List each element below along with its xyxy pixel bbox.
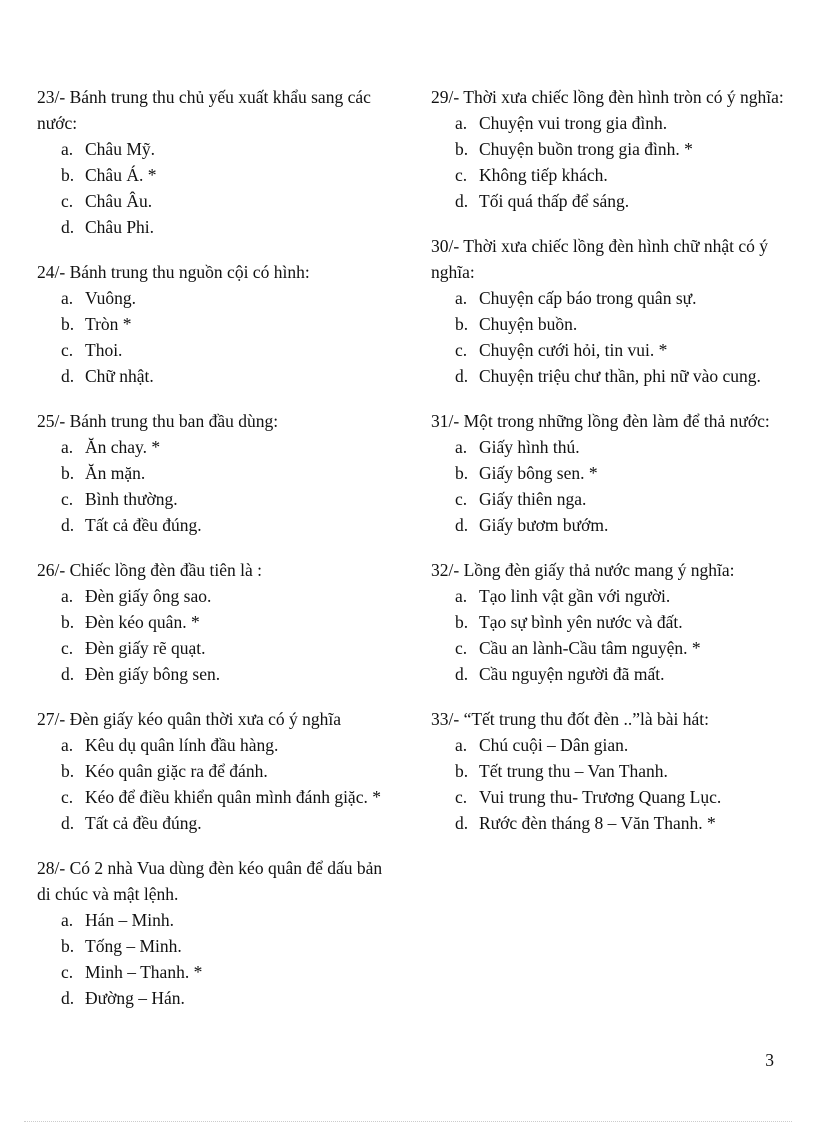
option-text: Giấy bươm bướm.: [479, 515, 609, 535]
answer-options: [431, 285, 806, 389]
option-letter: c.: [61, 340, 74, 360]
option-text: Đèn giấy bông sen.: [85, 664, 221, 684]
question: [431, 408, 806, 538]
option-letter: a.: [455, 437, 468, 457]
right-column: [431, 84, 806, 855]
option-letter: c.: [61, 787, 74, 807]
option-letter: a.: [455, 735, 468, 755]
option-text: Kéo quân giặc ra để đánh.: [85, 761, 268, 781]
option-text: Tròn *: [85, 314, 132, 334]
answer-option: [37, 363, 397, 389]
question: [37, 259, 397, 389]
left-column: [37, 84, 397, 1030]
question-text: 28/- Có 2 nhà Vua dùng đèn kéo quân để dấu bản di chúc và mật lệnh.: [37, 858, 383, 904]
option-text: Chuyện buồn trong gia đình. *: [479, 139, 693, 159]
answer-options: [37, 285, 397, 389]
answer-option: [431, 110, 806, 136]
option-text: Hán – Minh.: [85, 910, 174, 930]
answer-options: [431, 434, 806, 538]
answer-option: [431, 136, 806, 162]
option-text: Giấy hình thú.: [479, 437, 580, 457]
answer-option: [37, 583, 397, 609]
question: [431, 84, 806, 214]
answer-option: [431, 661, 806, 687]
option-letter: b.: [61, 936, 75, 956]
option-letter: a.: [455, 288, 468, 308]
option-letter: c.: [61, 638, 74, 658]
option-letter: d.: [455, 664, 469, 684]
question: [37, 855, 397, 1011]
question-text: 27/- Đèn giấy kéo quân thời xưa có ý nghĩa: [37, 709, 342, 729]
answer-option: [431, 486, 806, 512]
option-text: Tống – Minh.: [85, 936, 182, 956]
answer-option: [37, 434, 397, 460]
question: [37, 557, 397, 687]
option-text: Bình thường.: [85, 489, 178, 509]
question-text: 26/- Chiếc lồng đèn đầu tiên là :: [37, 560, 263, 580]
answer-options: [37, 136, 397, 240]
answer-option: [37, 959, 397, 985]
answer-option: [37, 136, 397, 162]
question: [431, 557, 806, 687]
answer-option: [431, 363, 806, 389]
option-letter: a.: [61, 288, 74, 308]
option-text: Đèn giấy ông sao.: [85, 586, 212, 606]
answer-option: [431, 810, 806, 836]
option-text: Chuyện cưới hỏi, tin vui. *: [479, 340, 668, 360]
option-text: Ăn chay. *: [85, 437, 161, 457]
answer-option: [37, 162, 397, 188]
option-text: Tất cả đều đúng.: [85, 515, 202, 535]
option-letter: b.: [455, 463, 469, 483]
answer-option: [37, 784, 397, 810]
question-text: 32/- Lồng đèn giấy thả nước mang ý nghĩa:: [431, 560, 735, 580]
option-text: Chuyện cấp báo trong quân sự.: [479, 288, 697, 308]
option-letter: a.: [61, 735, 74, 755]
answer-option: [431, 434, 806, 460]
option-text: Châu Phi.: [85, 217, 155, 237]
option-letter: b.: [61, 314, 75, 334]
option-text: Chuyện triệu chư thần, phi nữ vào cung.: [479, 366, 761, 386]
question-text: 33/- “Tết trung thu đốt đèn ..”là bài hát:: [431, 709, 709, 729]
option-text: Đèn kéo quân. *: [85, 612, 200, 632]
answer-option: [37, 758, 397, 784]
answer-options: [37, 732, 397, 836]
option-letter: d.: [61, 366, 75, 386]
option-letter: c.: [455, 787, 468, 807]
answer-option: [37, 337, 397, 363]
answer-option: [37, 907, 397, 933]
option-text: Chuyện buồn.: [479, 314, 578, 334]
question-text: 30/- Thời xưa chiếc lồng đèn hình chữ nhật có ý nghĩa:: [431, 236, 768, 282]
option-letter: c.: [61, 489, 74, 509]
option-text: Châu Mỹ.: [85, 139, 155, 159]
option-letter: b.: [61, 761, 75, 781]
option-text: Minh – Thanh. *: [85, 962, 203, 982]
answer-option: [37, 661, 397, 687]
answer-options: [431, 732, 806, 836]
question-text: 23/- Bánh trung thu chủ yếu xuất khẩu sang các nước:: [37, 87, 371, 133]
answer-option: [431, 732, 806, 758]
option-letter: c.: [455, 638, 468, 658]
option-letter: a.: [61, 139, 74, 159]
answer-option: [37, 214, 397, 240]
answer-option: [431, 512, 806, 538]
option-text: Kéo để điều khiển quân mình đánh giặc. *: [85, 787, 381, 807]
answer-option: [431, 609, 806, 635]
answer-option: [37, 311, 397, 337]
option-text: Châu Âu.: [85, 191, 153, 211]
answer-option: [37, 285, 397, 311]
answer-option: [37, 985, 397, 1011]
page-number: 3: [765, 1050, 774, 1070]
option-text: Ăn mặn.: [85, 463, 146, 483]
option-letter: c.: [61, 962, 74, 982]
answer-options: [37, 583, 397, 687]
option-text: Vuông.: [85, 288, 136, 308]
question: [431, 706, 806, 836]
option-text: Chuyện vui trong gia đình.: [479, 113, 668, 133]
option-text: Chữ nhật.: [85, 366, 154, 386]
option-text: Không tiếp khách.: [479, 165, 608, 185]
option-letter: d.: [61, 217, 75, 237]
option-letter: b.: [61, 165, 75, 185]
answer-option: [431, 337, 806, 363]
answer-option: [431, 285, 806, 311]
answer-option: [431, 758, 806, 784]
answer-options: [37, 907, 397, 1011]
answer-option: [431, 635, 806, 661]
option-letter: c.: [455, 489, 468, 509]
option-text: Tạo linh vật gần với người.: [479, 586, 671, 606]
option-text: Đường – Hán.: [85, 988, 185, 1008]
option-letter: a.: [455, 586, 468, 606]
answer-options: [431, 110, 806, 214]
answer-option: [37, 732, 397, 758]
answer-option: [431, 460, 806, 486]
answer-option: [37, 486, 397, 512]
option-letter: a.: [61, 437, 74, 457]
option-letter: c.: [61, 191, 74, 211]
option-text: Tất cả đều đúng.: [85, 813, 202, 833]
answer-option: [37, 933, 397, 959]
answer-option: [37, 609, 397, 635]
option-letter: c.: [455, 340, 468, 360]
option-text: Rước đèn tháng 8 – Văn Thanh. *: [479, 813, 716, 833]
option-text: Giấy bông sen. *: [479, 463, 598, 483]
answer-option: [431, 162, 806, 188]
question: [37, 408, 397, 538]
answer-option: [37, 188, 397, 214]
option-letter: d.: [455, 191, 469, 211]
option-text: Tạo sự bình yên nước và đất.: [479, 612, 683, 632]
question: [431, 233, 806, 389]
question-text: 24/- Bánh trung thu nguồn cội có hình:: [37, 262, 310, 282]
question-text: 31/- Một trong những lồng đèn làm để thả nước:: [431, 411, 770, 431]
answer-option: [37, 635, 397, 661]
option-text: Châu Á. *: [85, 165, 157, 185]
option-text: Chú cuội – Dân gian.: [479, 735, 629, 755]
option-text: Đèn giấy rẽ quạt.: [85, 638, 206, 658]
option-text: Thoi.: [85, 340, 123, 360]
option-letter: b.: [455, 612, 469, 632]
option-text: Cầu nguyện người đã mất.: [479, 664, 665, 684]
answer-option: [37, 512, 397, 538]
option-text: Tối quá thấp để sáng.: [479, 191, 630, 211]
option-text: Tết trung thu – Van Thanh.: [479, 761, 668, 781]
option-letter: b.: [455, 314, 469, 334]
answer-option: [431, 784, 806, 810]
answer-option: [431, 311, 806, 337]
option-letter: d.: [455, 813, 469, 833]
option-letter: a.: [61, 910, 74, 930]
option-letter: d.: [61, 515, 75, 535]
option-letter: d.: [61, 813, 75, 833]
question-text: 25/- Bánh trung thu ban đầu dùng:: [37, 411, 279, 431]
option-text: Cầu an lành-Cầu tâm nguyện. *: [479, 638, 701, 658]
option-letter: d.: [61, 664, 75, 684]
option-letter: b.: [455, 139, 469, 159]
answer-option: [37, 810, 397, 836]
option-letter: d.: [455, 366, 469, 386]
option-letter: b.: [455, 761, 469, 781]
option-letter: d.: [61, 988, 75, 1008]
answer-option: [431, 583, 806, 609]
answer-option: [37, 460, 397, 486]
option-text: Kêu dụ quân lính đầu hàng.: [85, 735, 279, 755]
option-letter: c.: [455, 165, 468, 185]
option-letter: b.: [61, 612, 75, 632]
question: [37, 706, 397, 836]
question-text: 29/- Thời xưa chiếc lồng đèn hình tròn có ý nghĩa:: [431, 87, 784, 107]
page-bottom-divider: [24, 1121, 792, 1122]
answer-options: [431, 583, 806, 687]
option-letter: a.: [61, 586, 74, 606]
answer-option: [431, 188, 806, 214]
question: [37, 84, 397, 240]
option-text: Vui trung thu- Trương Quang Lục.: [479, 787, 722, 807]
option-letter: b.: [61, 463, 75, 483]
answer-options: [37, 434, 397, 538]
option-letter: d.: [455, 515, 469, 535]
option-letter: a.: [455, 113, 468, 133]
option-text: Giấy thiên nga.: [479, 489, 587, 509]
